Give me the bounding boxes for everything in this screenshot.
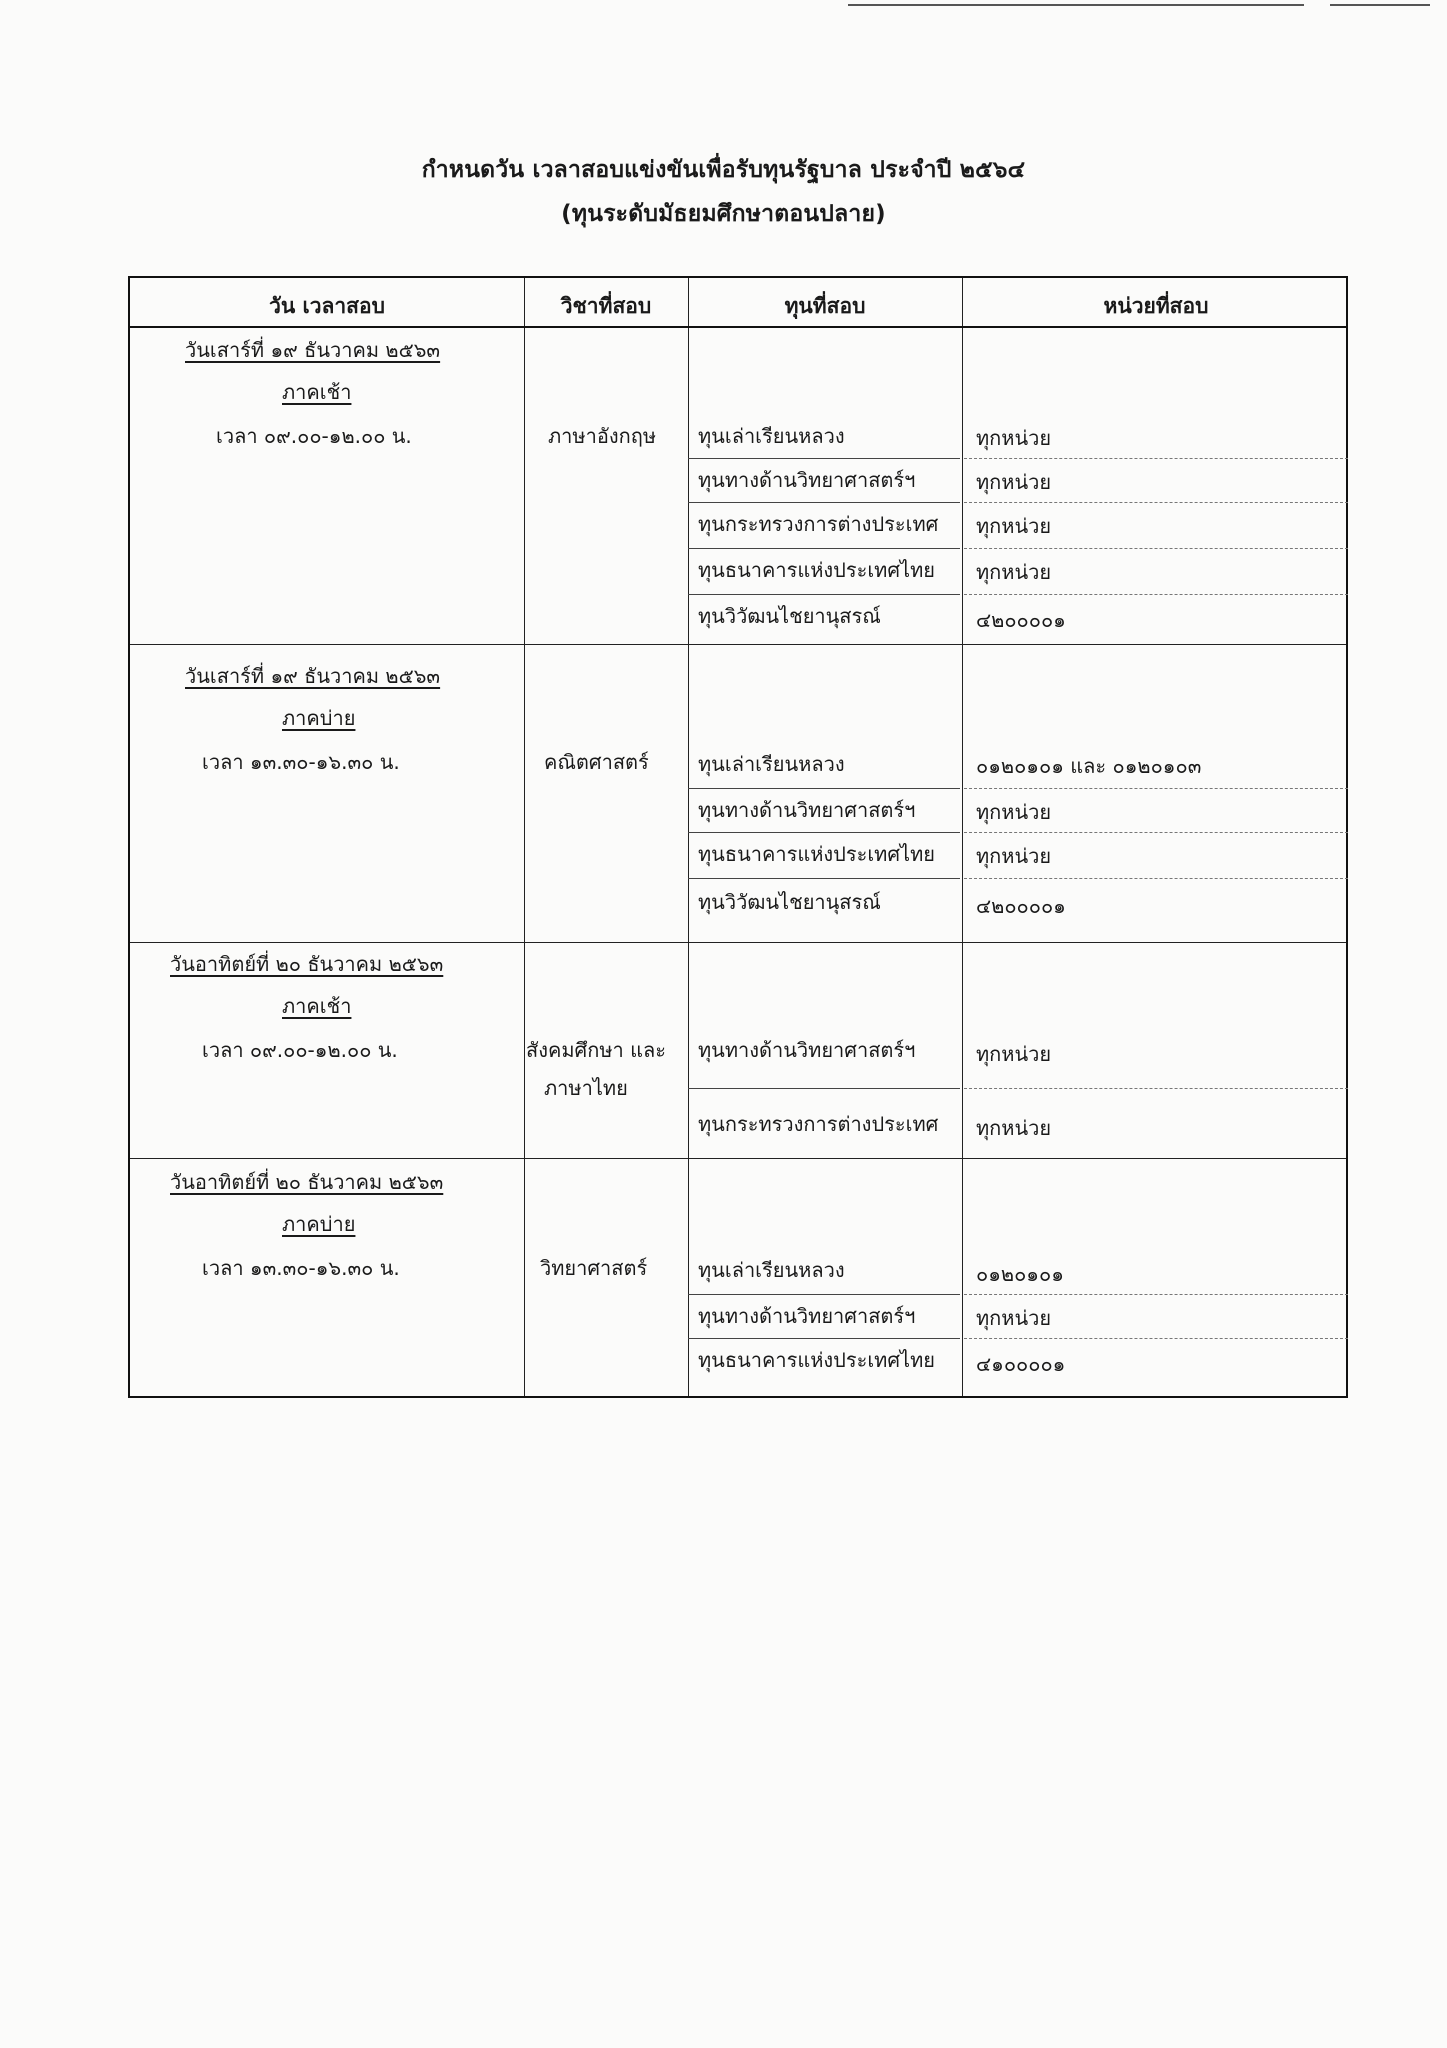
exam-unit: ทุกหน่วย (976, 1042, 1052, 1066)
group-divider (130, 644, 1346, 645)
column-divider (688, 278, 689, 1396)
scholarship-name: ทุนทางด้านวิทยาศาสตร์ฯ (698, 1304, 916, 1328)
exam-time: เวลา ๑๓.๓๐-๑๖.๓๐ น. (202, 1256, 400, 1280)
exam-period: ภาคบ่าย (282, 1212, 356, 1236)
exam-unit: ทุกหน่วย (976, 470, 1052, 494)
header-date-time: วัน เวลาสอบ (269, 294, 385, 318)
exam-period: ภาคเช้า (282, 994, 352, 1018)
scholarship-name: ทุนธนาคารแห่งประเทศไทย (698, 558, 936, 582)
row-divider (964, 1088, 1348, 1089)
column-divider (962, 278, 963, 1396)
row-divider (688, 878, 960, 879)
scholarship-name: ทุนธนาคารแห่งประเทศไทย (698, 1348, 936, 1372)
document-subtitle: (ทุนระดับมัธยมศึกษาตอนปลาย) (561, 201, 886, 227)
header-divider (130, 326, 1346, 328)
row-divider (688, 1338, 960, 1339)
scan-edge-line (1330, 4, 1430, 6)
row-divider (964, 1294, 1348, 1295)
row-divider (688, 1294, 960, 1295)
scan-edge-line (884, 4, 1304, 6)
scholarship-name: ทุนธนาคารแห่งประเทศไทย (698, 842, 936, 866)
exam-time: เวลา ๑๓.๓๐-๑๖.๓๐ น. (202, 750, 400, 774)
header-scholarship: ทุนที่สอบ (784, 294, 866, 318)
exam-unit: ๔๒๐๐๐๐๑ (976, 608, 1066, 632)
scholarship-name: ทุนทางด้านวิทยาศาสตร์ฯ (698, 1038, 916, 1062)
exam-subject-line-2: ภาษาไทย (544, 1076, 628, 1100)
row-divider (964, 594, 1348, 595)
header-unit: หน่วยที่สอบ (1103, 294, 1209, 318)
exam-date: วันอาทิตย์ที่ ๒๐ ธันวาคม ๒๕๖๓ (170, 952, 444, 976)
row-divider (688, 594, 960, 595)
exam-unit: ทุกหน่วย (976, 560, 1052, 584)
exam-time: เวลา ๐๙.๐๐-๑๒.๐๐ น. (202, 1038, 398, 1062)
document-title: กำหนดวัน เวลาสอบแข่งขันเพื่อรับทุนรัฐบาล ประจำปี ๒๕๖๔ (421, 157, 1026, 183)
row-divider (964, 788, 1348, 789)
exam-unit: ๔๑๐๐๐๐๑ (976, 1352, 1066, 1376)
scholarship-name: ทุนวิวัฒนไชยานุสรณ์ (698, 604, 881, 628)
row-divider (964, 502, 1348, 503)
row-divider (964, 458, 1348, 459)
scholarship-name: ทุนกระทรวงการต่างประเทศ (698, 1112, 939, 1136)
scholarship-name: ทุนวิวัฒนไชยานุสรณ์ (698, 890, 881, 914)
exam-time: เวลา ๐๙.๐๐-๑๒.๐๐ น. (216, 424, 412, 448)
exam-unit: ทุกหน่วย (976, 426, 1052, 450)
exam-date: วันเสาร์ที่ ๑๙ ธันวาคม ๒๕๖๓ (185, 338, 441, 362)
exam-subject: คณิตศาสตร์ (544, 750, 649, 774)
column-divider (524, 278, 525, 1396)
exam-period: ภาคเช้า (282, 380, 352, 404)
row-divider (688, 1088, 960, 1089)
scholarship-name: ทุนทางด้านวิทยาศาสตร์ฯ (698, 798, 916, 822)
row-divider (688, 788, 960, 789)
exam-unit: ทุกหน่วย (976, 1306, 1052, 1330)
scholarship-name: ทุนเล่าเรียนหลวง (698, 424, 845, 448)
header-subject: วิชาที่สอบ (560, 294, 652, 318)
row-divider (688, 458, 960, 459)
row-divider (964, 548, 1348, 549)
scholarship-name: ทุนทางด้านวิทยาศาสตร์ฯ (698, 468, 916, 492)
exam-unit: ทุกหน่วย (976, 514, 1052, 538)
exam-subject: สังคมศึกษา และ (526, 1038, 666, 1062)
row-divider (964, 1338, 1348, 1339)
exam-subject: วิทยาศาสตร์ (540, 1256, 648, 1280)
row-divider (688, 548, 960, 549)
scholarship-name: ทุนเล่าเรียนหลวง (698, 752, 845, 776)
exam-date: วันอาทิตย์ที่ ๒๐ ธันวาคม ๒๕๖๓ (170, 1170, 444, 1194)
scholarship-name: ทุนกระทรวงการต่างประเทศ (698, 512, 939, 536)
exam-unit: ทุกหน่วย (976, 800, 1052, 824)
row-divider (688, 502, 960, 503)
group-divider (130, 942, 1346, 943)
exam-unit: ๐๑๒๐๑๐๑ (976, 1262, 1064, 1286)
exam-unit: ๐๑๒๐๑๐๑ และ ๐๑๒๐๑๐๓ (976, 754, 1202, 778)
exam-period: ภาคบ่าย (282, 706, 356, 730)
exam-unit: ทุกหน่วย (976, 844, 1052, 868)
row-divider (964, 878, 1348, 879)
exam-subject: ภาษาอังกฤษ (548, 424, 657, 448)
group-divider (130, 1158, 1346, 1159)
scholarship-name: ทุนเล่าเรียนหลวง (698, 1258, 845, 1282)
exam-date: วันเสาร์ที่ ๑๙ ธันวาคม ๒๕๖๓ (185, 664, 441, 688)
row-divider (964, 832, 1348, 833)
exam-unit: ๔๒๐๐๐๐๑ (976, 894, 1066, 918)
exam-unit: ทุกหน่วย (976, 1116, 1052, 1140)
row-divider (688, 832, 960, 833)
exam-schedule-table (128, 276, 1348, 1398)
